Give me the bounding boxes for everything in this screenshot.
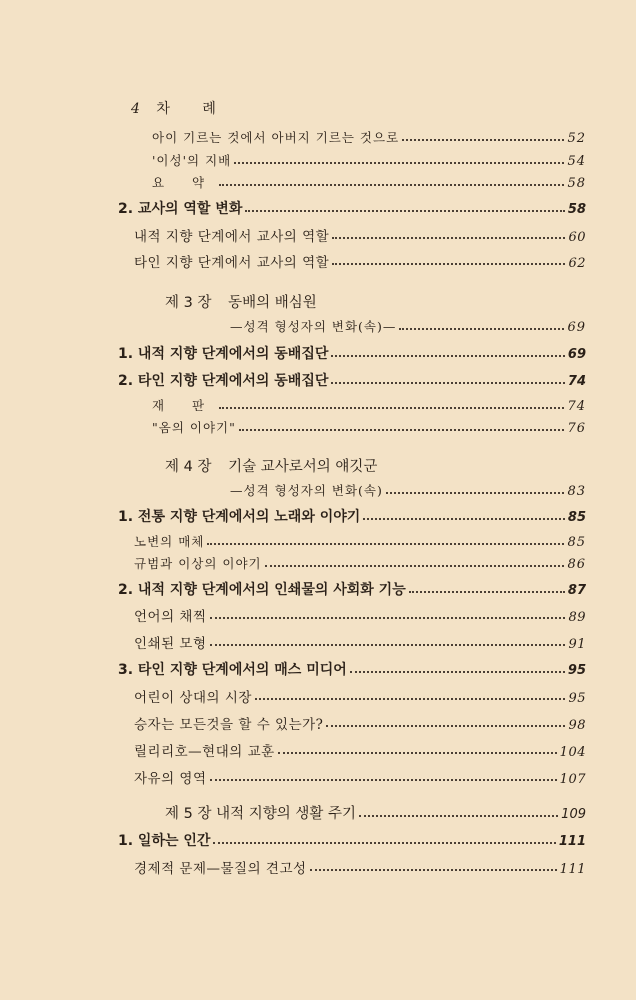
toc-entry-title: 2. 교사의 역할 변화 (118, 201, 243, 217)
toc-entry-page: 58 (567, 176, 586, 191)
toc-entry (152, 396, 586, 414)
toc-entry (152, 173, 586, 191)
dot-leader (234, 162, 564, 164)
toc-entry-page: 54 (567, 154, 586, 169)
dot-leader (386, 492, 565, 494)
chapter-number: 제 3 장 (165, 295, 212, 311)
dot-leader (363, 518, 565, 520)
toc-entry-page: 85 (567, 535, 586, 550)
toc-entry (152, 151, 586, 169)
toc-entry-title: '이성'의 지배 (152, 153, 232, 168)
toc-entry-title: 2. 타인 지향 단계에서의 동배집단 (118, 373, 329, 389)
dot-leader (278, 752, 557, 754)
toc-entry-title: 3. 타인 지향 단계에서의 매스 미디어 (118, 662, 347, 678)
dot-leader (207, 543, 564, 545)
dot-leader (332, 263, 565, 265)
toc-entry-page: 107 (559, 772, 586, 787)
toc-section (118, 506, 586, 526)
chapter-title: 동배의 배심원 (228, 295, 317, 311)
toc-entry-title: 노변의 매체 (134, 534, 205, 549)
toc-entry (134, 251, 586, 271)
dot-leader (350, 671, 565, 673)
toc-entry-title: 자유의 영역 (134, 771, 207, 787)
toc-entry (134, 713, 586, 733)
toc-entry (134, 554, 586, 572)
toc-entry-page: 95 (567, 663, 586, 678)
toc-entry-title: 제 5 장 내적 지향의 생활 주기 (165, 806, 356, 822)
toc-entry-title: "옴의 이야기" (152, 420, 236, 435)
dot-leader (359, 815, 558, 817)
dot-leader (210, 779, 557, 781)
chapter-title: 기술 교사로서의 얘깃군 (228, 459, 378, 475)
toc-entry (134, 225, 586, 245)
dot-leader (239, 429, 565, 431)
dot-leader (331, 355, 565, 357)
page-number: 4 (131, 101, 141, 117)
toc-entry-page: 83 (567, 484, 586, 499)
toc-entry-title: 승자는 모든것을 할 수 있는가? (134, 717, 324, 733)
toc-entry-title: 아이 기르는 것에서 아버지 기르는 것으로 (152, 130, 400, 145)
header-title-part1: 차 (156, 101, 171, 117)
toc-section (118, 579, 586, 599)
dot-leader (409, 591, 565, 593)
toc-entry-title: 언어의 채찍 (134, 609, 207, 625)
toc-entry-page: 76 (567, 421, 586, 436)
toc-entry-page: 98 (568, 718, 586, 733)
toc-entry-page: 95 (568, 691, 586, 706)
chapter-heading (165, 291, 317, 312)
dot-leader (219, 407, 564, 409)
dot-leader (310, 869, 557, 871)
toc-entry-title: 2. 내적 지향 단계에서의 인쇄물의 사회화 기능 (118, 582, 406, 598)
toc-entry-title: 타인 지향 단계에서 교사의 역할 (134, 255, 330, 271)
toc-entry (134, 767, 586, 787)
toc-entry-title: 요 약 (152, 175, 217, 190)
dot-leader (213, 842, 555, 844)
toc-entry (134, 686, 586, 706)
toc-entry-page: 86 (567, 557, 586, 572)
toc-entry (134, 857, 586, 877)
toc-entry (134, 605, 586, 625)
chapter-number: 제 4 장 (165, 459, 212, 475)
toc-entry-title: 재 판 (152, 398, 217, 413)
toc-entry-title: 릴리리호—현대의 교훈 (134, 744, 275, 760)
toc-section (118, 198, 586, 218)
dot-leader (326, 725, 565, 727)
chapter-heading-row (165, 802, 586, 823)
toc-entry-page: 109 (561, 807, 586, 822)
toc-entry-page: 69 (567, 320, 586, 335)
toc-section (118, 830, 586, 850)
dot-leader (331, 382, 565, 384)
toc-entry-title: 규범과 이상의 이야기 (134, 556, 262, 571)
chapter-heading (165, 455, 377, 476)
toc-entry-title: —성격 형성자의 변화(속) (230, 483, 383, 498)
toc-entry (230, 481, 586, 499)
toc-entry-page: 60 (568, 230, 586, 245)
dot-leader (402, 139, 564, 141)
toc-entry-page: 62 (568, 256, 586, 271)
toc-entry-page: 58 (567, 202, 586, 217)
toc-entry-page: 69 (567, 347, 586, 362)
toc-entry-title: 내적 지향 단계에서 교사의 역할 (134, 229, 330, 245)
toc-entry-page: 74 (567, 374, 586, 389)
toc-entry-title: —성격 형성자의 변화(속)— (230, 319, 397, 334)
toc-entry-title: 1. 내적 지향 단계에서의 동배집단 (118, 346, 329, 362)
dot-leader (255, 698, 566, 700)
toc-entry-page: 52 (567, 131, 586, 146)
toc-entry-title: 1. 전통 지향 단계에서의 노래와 이야기 (118, 509, 361, 525)
toc-entry-page: 111 (558, 834, 586, 849)
toc-entry-title: 경제적 문제—물질의 견고성 (134, 861, 307, 877)
dot-leader (399, 328, 564, 330)
toc-entry-title: 1. 일하는 인간 (118, 833, 211, 849)
toc-entry (152, 128, 586, 146)
toc-entry (230, 317, 586, 335)
toc-entry (134, 532, 586, 550)
toc-entry-page: 91 (568, 637, 586, 652)
dot-leader (210, 644, 566, 646)
toc-section (118, 343, 586, 363)
dot-leader (265, 565, 565, 567)
header-title-part2: 례 (202, 101, 217, 117)
toc-entry-page: 85 (567, 510, 586, 525)
toc-entry-page: 74 (567, 399, 586, 414)
toc-entry-title: 인쇄된 모형 (134, 636, 207, 652)
toc-entry (152, 418, 586, 436)
dot-leader (210, 617, 566, 619)
toc-entry-title: 어린이 상대의 시장 (134, 690, 252, 706)
toc-entry-page: 89 (568, 610, 586, 625)
toc-entry (134, 740, 586, 760)
toc-entry-page: 87 (567, 583, 586, 598)
dot-leader (219, 184, 564, 186)
toc-entry-page: 104 (559, 745, 586, 760)
dot-leader (245, 210, 565, 212)
page-header (131, 98, 243, 118)
toc-section (118, 659, 586, 679)
toc-section (118, 370, 586, 390)
toc-entry (134, 632, 586, 652)
dot-leader (332, 237, 565, 239)
toc-entry-page: 111 (559, 862, 586, 877)
